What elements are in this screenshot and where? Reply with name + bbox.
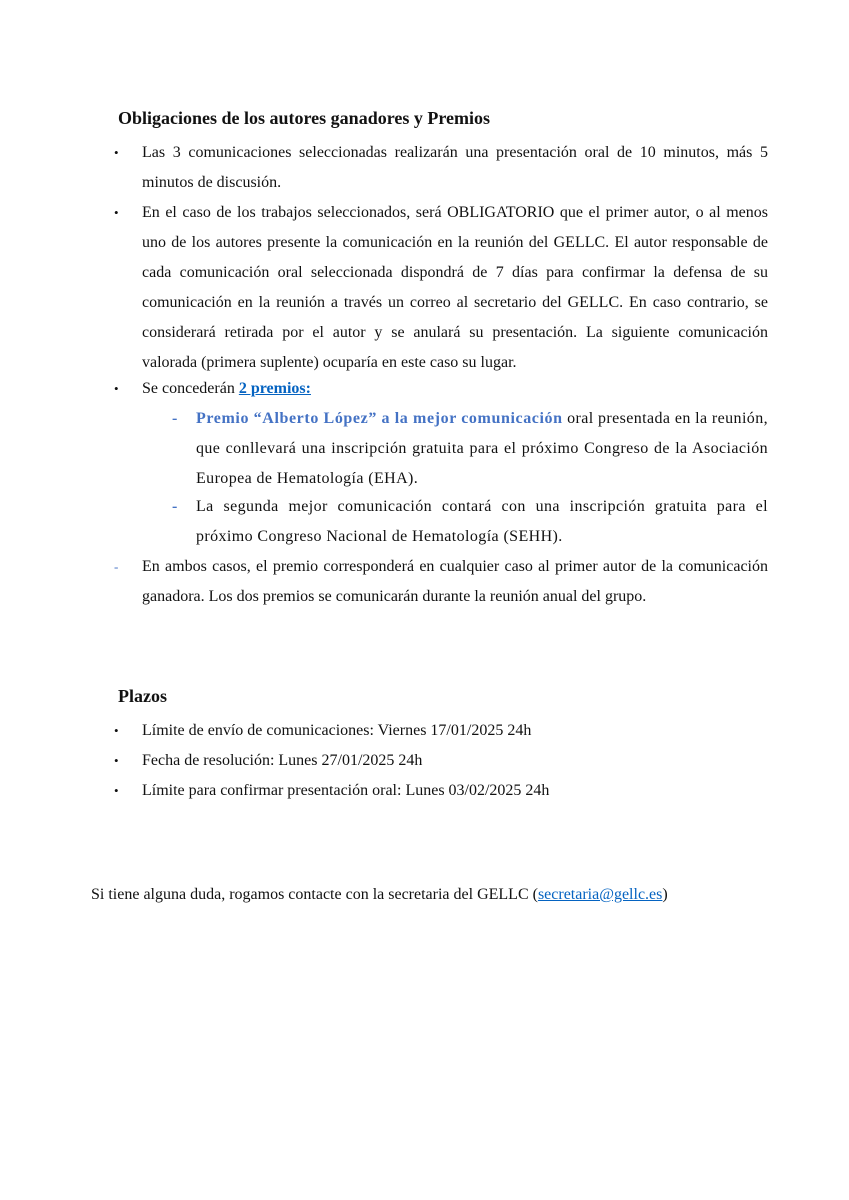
footer-close: ) bbox=[662, 886, 668, 903]
bullet: • bbox=[114, 145, 119, 160]
premios-link[interactable]: 2 premios: bbox=[238, 380, 311, 397]
sub-item-text: La segunda mejor comunicación contará con una inscripción gratuita para el próximo Congreso Nacional de Hematología (SEHH). bbox=[196, 498, 768, 545]
bullet: • bbox=[114, 783, 119, 798]
sub-dash: - bbox=[172, 410, 178, 427]
premios-prefix: Se concederán bbox=[142, 380, 239, 397]
premio-rest: oral presentada en la reunión, que conllevará una inscripción gratuita para el próximo Congreso de la Asociación Europea de Hematología (EHA). bbox=[196, 410, 768, 487]
section-title-plazos: Plazos bbox=[118, 686, 167, 706]
plazo-text: Límite para confirmar presentación oral: Lunes 03/02/2025 24h bbox=[142, 782, 550, 799]
list-item-text: En el caso de los trabajos seleccionados, será OBLIGATORIO que el primer autor, o al menos uno de los autores presente la comunicación en la reunión del GELLC. El autor responsable de cada comunicación oral seleccionada dispondrá de 7 días para confirmar la defensa de su comunicación en la reunión a través un correo al secretario del GELLC. En caso contrario, se considerará retirada por el autor y se anulará su presentación. La siguiente comunicación valorada (primera suplente) ocuparía en este caso su lugar. bbox=[142, 204, 768, 371]
bullet: • bbox=[114, 753, 119, 768]
plazo-text: Fecha de resolución: Lunes 27/01/2025 24h bbox=[142, 752, 423, 769]
sub-dash: - bbox=[172, 498, 178, 515]
plazo-text: Límite de envío de comunicaciones: Viernes 17/01/2025 24h bbox=[142, 722, 532, 739]
bullet: • bbox=[114, 723, 119, 738]
footer-text: Si tiene alguna duda, rogamos contacte con la secretaria del GELLC ( bbox=[91, 886, 538, 903]
section-title-obligaciones: Obligaciones de los autores ganadores y Premios bbox=[118, 108, 491, 128]
list-item-text: Las 3 comunicaciones seleccionadas realizarán una presentación oral de 10 minutos, más 5 minutos de discusión. bbox=[142, 144, 768, 191]
footer-contact bbox=[91, 880, 668, 910]
bullet: • bbox=[114, 205, 119, 220]
list-item-text: En ambos casos, el premio corresponderá en cualquier caso al primer autor de la comunicación ganadora. Los dos premios se comunicarán durante la reunión anual del grupo. bbox=[142, 558, 768, 605]
sub-item-text bbox=[196, 404, 768, 494]
list-item-text bbox=[142, 374, 768, 404]
bullet: • bbox=[114, 381, 119, 396]
email-link[interactable]: secretaria@gellc.es bbox=[537, 886, 663, 903]
dash-marker: - bbox=[114, 559, 119, 574]
premio-highlight: Premio “Alberto López” a la mejor comunicación bbox=[196, 410, 563, 427]
